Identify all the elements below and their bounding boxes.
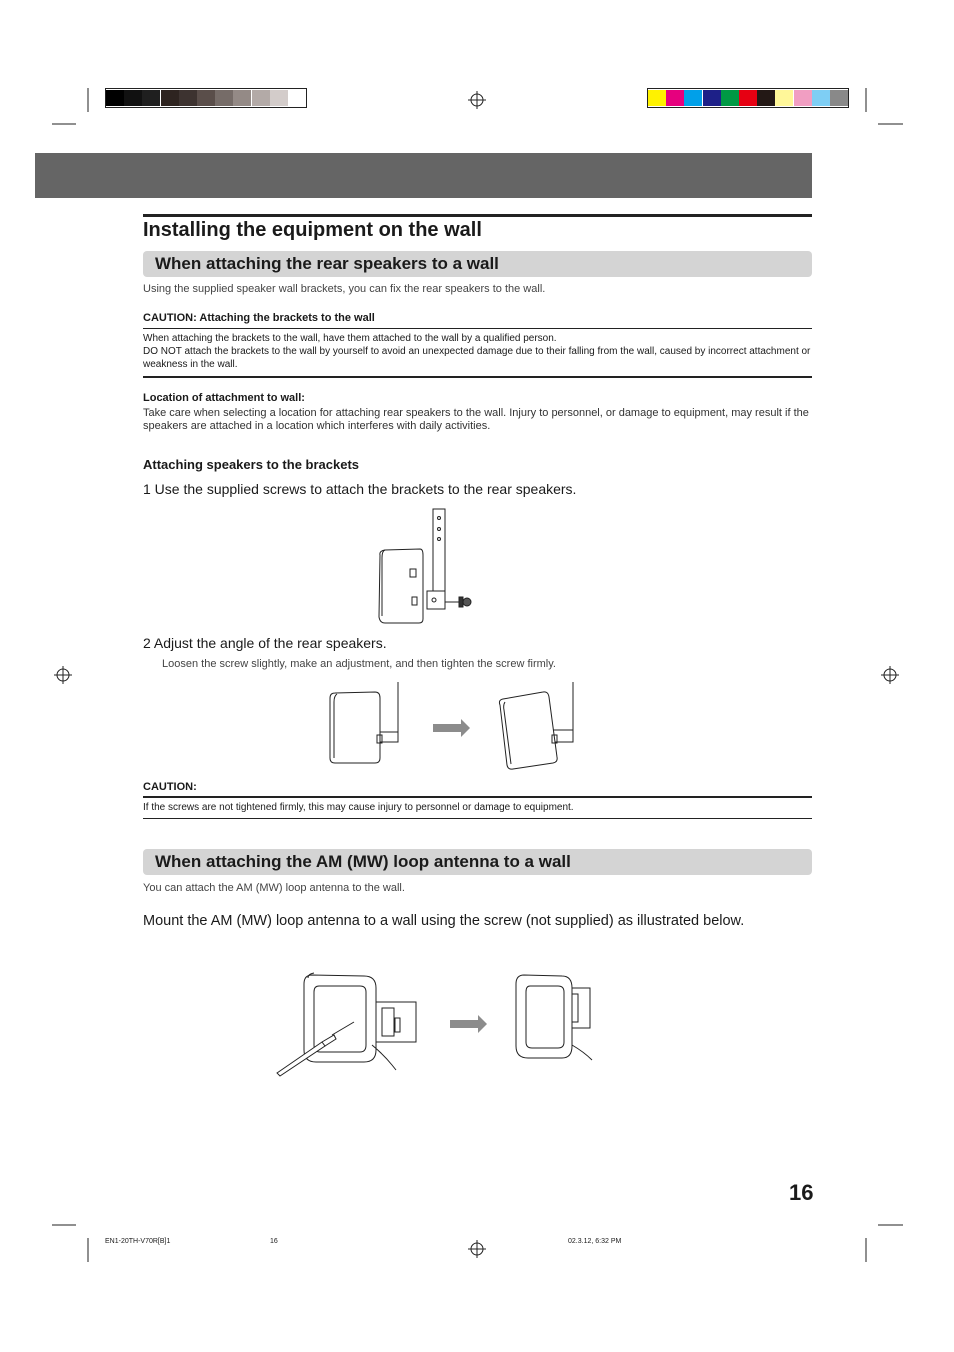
- caution-brackets-line1: When attaching the brackets to the wall, have them attached to the wall by a qualified person.: [143, 333, 557, 344]
- caution-brackets-line2: DO NOT attach the brackets to the wall by yourself to avoid an unexpected damage due to their falling from the wall, caused by incorrect attachment or weakness in the wall.: [143, 346, 811, 370]
- location-text: Take care when selecting a location for attaching rear speakers to the wall. Injury to personnel, or damage to equipment, may result if the speakers are attached in a location which interferes with daily activities.: [143, 407, 809, 432]
- speaker-angle-illustration: [325, 680, 585, 775]
- antenna-intro: You can attach the AM (MW) loop antenna to the wall.: [143, 882, 405, 894]
- footer-page: 16: [270, 1238, 278, 1245]
- page-number: 16: [789, 1180, 814, 1205]
- section-heading-antenna: [143, 849, 812, 875]
- header-banner: [35, 153, 812, 198]
- caution-text: If the screws are not tightened firmly, this may cause injury to personnel or damage to equipment.: [143, 802, 574, 813]
- divider: [143, 328, 812, 329]
- divider: [143, 796, 812, 798]
- footer-date: 02.3.12, 6:32 PM: [568, 1238, 622, 1245]
- speaker-bracket-illustration: [375, 503, 485, 628]
- divider: [143, 818, 812, 819]
- attaching-heading: Attaching speakers to the brackets: [143, 457, 360, 472]
- footer-file: EN1-20TH-V70R[B]1: [105, 1238, 171, 1245]
- step-2-note: Loosen the screw slightly, make an adjustment, and then tighten the screw firmly.: [162, 658, 556, 670]
- arrow-right-icon: [433, 719, 470, 737]
- section-heading-speakers: [143, 251, 812, 277]
- antenna-mount-text: Mount the AM (MW) loop antenna to a wall using the screw (not supplied) as illustrated below.: [143, 913, 745, 929]
- loop-antenna-illustration: [272, 970, 612, 1080]
- step-2: 2 Adjust the angle of the rear speakers.: [143, 635, 387, 651]
- location-title: Location of attachment to wall:: [143, 392, 305, 404]
- page-title: Installing the equipment on the wall: [143, 214, 812, 242]
- divider: [143, 376, 812, 378]
- arrow-right-icon: [450, 1015, 487, 1033]
- caution-title: CAUTION:: [143, 781, 197, 793]
- section-heading-text: When attaching the rear speakers to a wall: [155, 254, 499, 273]
- step-1: 1 Use the supplied screws to attach the brackets to the rear speakers.: [143, 481, 577, 497]
- section-heading-text: When attaching the AM (MW) loop antenna to a wall: [155, 852, 571, 871]
- speakers-intro: Using the supplied speaker wall brackets, you can fix the rear speakers to the wall.: [143, 283, 546, 295]
- caution-brackets-title: CAUTION: Attaching the brackets to the wall: [143, 312, 375, 324]
